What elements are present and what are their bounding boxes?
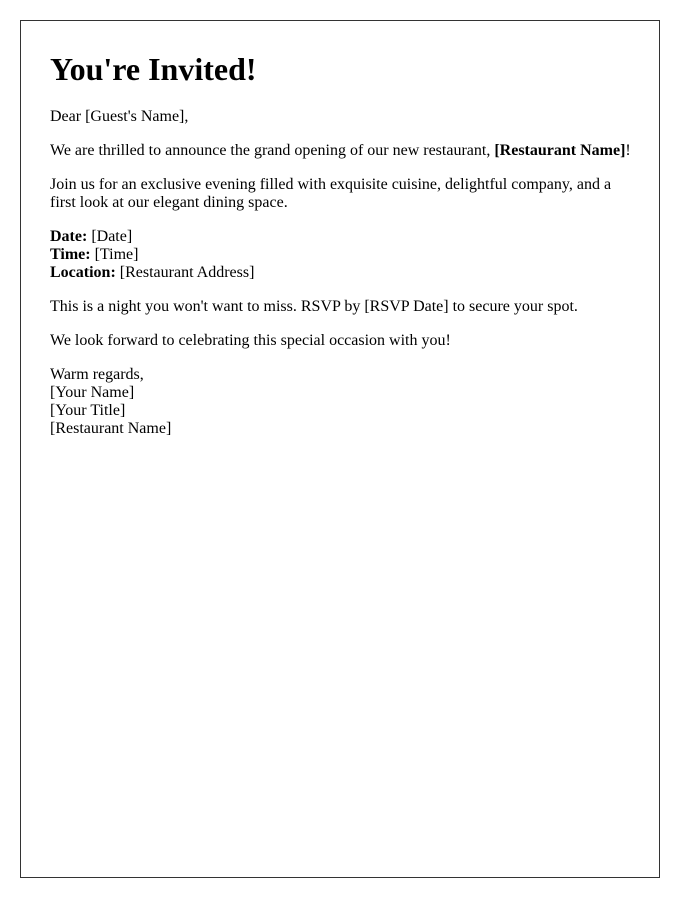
date-value: [Date] [87,228,133,245]
signer-title: [Your Title] [50,402,126,419]
signer-restaurant: [Restaurant Name] [50,420,172,437]
date-label: Date: [50,228,88,245]
closing-message: We look forward to celebrating this special occasion with you! [50,332,451,349]
letter-content [50,51,640,454]
signature-block [50,366,640,438]
letter-page [20,20,660,878]
location-line [50,264,640,282]
event-details [50,228,640,282]
announcement-paragraph [50,142,640,160]
announcement-text: We are thrilled to announce the grand opening of our new restaurant, [50,142,495,159]
greeting: Dear [Guest's Name], [50,108,189,125]
time-label: Time: [50,246,91,263]
date-line [50,228,640,246]
time-line [50,246,640,264]
sign-off: Warm regards, [50,366,144,383]
location-value: [Restaurant Address] [115,264,255,281]
letter-title: You're Invited! [50,51,257,87]
rsvp-paragraph: This is a night you won't want to miss. RSVP by [RSVP Date] to secure your spot. [50,298,578,315]
signer-name: [Your Name] [50,384,135,401]
time-value: [Time] [90,246,139,263]
invitation-paragraph: Join us for an exclusive evening filled with exquisite cuisine, delightful company, and a first look at our elegant dining space. [50,176,612,211]
location-label: Location: [50,264,116,281]
announcement-suffix: ! [625,142,631,159]
restaurant-name-highlight: [Restaurant Name] [494,142,626,159]
